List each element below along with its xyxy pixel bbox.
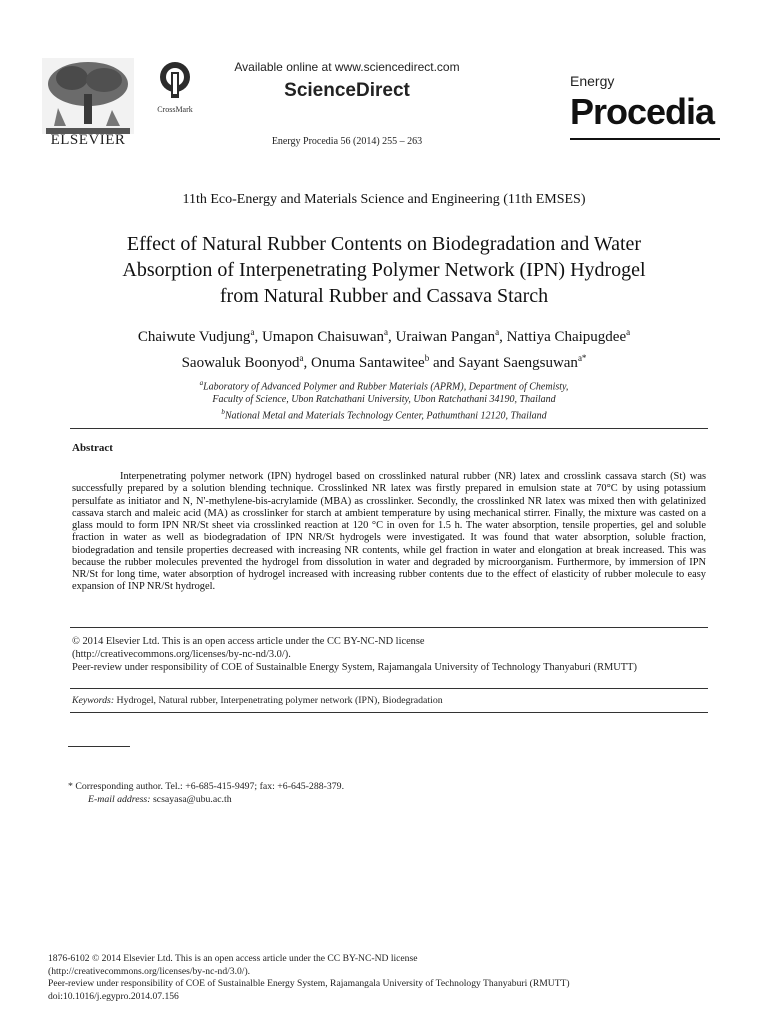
footer-issn-line: 1876-6102 © 2014 Elsevier Ltd. This is an open access article under the CC BY-NC-ND license	[48, 953, 418, 964]
license-line: © 2014 Elsevier Ltd. This is an open access article under the CC BY-NC-ND license	[72, 636, 425, 647]
author-name: Sayant Saengsuwan	[458, 355, 578, 371]
keywords	[72, 695, 712, 706]
peer-review-line: Peer-review under responsibility of COE of Sustainalble Energy System, Rajamangala University of Technology Thanyaburi (RMUTT)	[72, 662, 637, 673]
footer-license-link[interactable]: (http://creativecommons.org/licenses/by-nc-nd/3.0/).	[48, 965, 251, 977]
affiliation-b: National Metal and Materials Technology Center, Pathumthani 12120, Thailand	[224, 410, 547, 422]
author-name: Umapon Chaisuwan	[261, 329, 385, 345]
journal-name: Procedia	[570, 91, 715, 132]
corresponding-line: * Corresponding author. Tel.: +6-685-415-9497; fax: +6-645-288-379.	[68, 781, 345, 792]
title-line: Absorption of Interpenetrating Polymer Network (IPN) Hydrogel	[122, 259, 646, 281]
page-footer	[48, 953, 728, 1003]
author-name: Nattiya Chaipugdee	[506, 329, 627, 345]
abstract-text: Interpenetrating polymer network (IPN) hydrogel based on crosslinked natural rubber (NR) latex and crosslink cassava starch (St) was successfully prepared by a solution blending technique. Crosslinked NR latex was firstly prepared in emulsion state at 70°C by using potassium persulfate as initiator and N, N'-methylene-bis-acrylamide (MBA) as crosslinker. Secondly, the crosslinked NR latex was mixed then with gelatinized cassava starch and maleic acid (MA) as crosslinker for starch at ambient temperature by using mechanical stirrer. Finally, the mixture was casted on a glass mould to form IPN NR/St sheet via crosslinked reaction at 120 °C in oven for 1.5 h. The water absorption, tensile properties, gel and soluble fraction in water as well as biodegradation of IPN NR/St hydrogels were investigated. It was found that water absorption, soluble fraction, biodegradation and tensile properties decreased with increasing NR contents, while gel fraction in water and elongation at break increased. This was because the rubber molecules prevented the hydrogel from dissolution in water and degraded by microorganism. Furthermore, by immersion of IPN NR/St for long time, water absorption of hydrogel increased with increasing rubber contents due to the effect of elasticity of rubber molecule to easy expansion of INP NR/St hydrogel.	[72, 471, 706, 593]
journal-citation: Energy Procedia 56 (2014) 255 – 263	[271, 136, 423, 147]
keywords-label: Keywords:	[72, 695, 115, 706]
crossmark-icon	[158, 60, 192, 98]
author-affil-mark: a	[250, 327, 255, 337]
footer-peer-review: Peer-review under responsibility of COE of Sustainalble Energy System, Rajamangala University of Technology Thanyaburi (RMUTT)	[48, 978, 570, 989]
paper-title	[60, 231, 708, 309]
author-affil-mark: b	[424, 353, 430, 363]
journal-prefix: Energy	[570, 73, 615, 89]
license-block	[72, 635, 712, 674]
author-name: Onuma Santawitee	[310, 355, 425, 371]
affil-mark: b	[221, 408, 225, 417]
author-name: Saowaluk Boonyod	[181, 355, 300, 371]
crossmark-label: CrossMark	[157, 105, 193, 114]
available-online-link[interactable]: Available online at www.sciencedirect.com	[234, 60, 460, 74]
author-name: Chaiwute Vudjung	[137, 329, 251, 345]
title-line: Effect of Natural Rubber Contents on Biodegradation and Water	[126, 233, 642, 255]
keywords-top-rule	[70, 688, 708, 689]
email-label: E-mail address:	[88, 794, 151, 805]
abstract-bottom-rule	[70, 627, 708, 628]
abstract-heading: Abstract	[72, 442, 113, 454]
crossmark-badge[interactable]	[150, 60, 200, 114]
keywords-text: Hydrogel, Natural rubber, Interpenetrating polymer network (IPN), Biodegradation	[114, 695, 443, 706]
author-list: Chaiwute Vudjung$^a$, Umapon Chaisuwan$^a$, Uraiwan Pangan$^a$, Nattiya Chaipugdee$^a$ Saowaluk Boonyod$^a$, Onuma Santawitee$^b$ and Sayant Saengsuwan$^{a*}$	[137, 327, 631, 371]
author-affil-mark: a*	[577, 353, 587, 363]
license-link[interactable]: (http://creativecommons.org/licenses/by-nc-nd/3.0/).	[72, 649, 291, 660]
affil-mark: a	[199, 379, 204, 387]
affiliations	[60, 377, 708, 423]
author-affil-mark: a	[299, 353, 304, 363]
journal-underline	[570, 138, 720, 140]
affiliation-a-line2: Faculty of Science, Ubon Ratchathani University, Ubon Ratchathani 34190, Thailand	[212, 394, 556, 406]
title-line: from Natural Rubber and Cassava Starch	[219, 285, 549, 307]
abstract-top-rule	[70, 428, 708, 429]
author-affil-mark: a	[626, 327, 631, 337]
footer-doi[interactable]: doi:10.1016/j.egypro.2014.07.156	[48, 990, 179, 1002]
footnote-rule	[68, 746, 130, 747]
author-name: Uraiwan Pangan	[395, 329, 496, 345]
affiliation-a-line1: Laboratory of Advanced Polymer and Rubber Materials (APRM), Department of Chemisty,	[203, 381, 569, 393]
author-affil-mark: a	[495, 327, 500, 337]
author-affil-mark: a	[384, 327, 389, 337]
conference-name: 11th Eco-Energy and Materials Science and Engineering (11th EMSES)	[182, 192, 586, 207]
email-address[interactable]: scsayasa@ubu.ac.th	[150, 794, 232, 805]
publisher-name: ELSEVIER	[50, 132, 126, 148]
sciencedirect-logo: ScienceDirect	[284, 80, 410, 101]
corresponding-author	[68, 780, 708, 806]
keywords-bottom-rule	[70, 712, 708, 713]
